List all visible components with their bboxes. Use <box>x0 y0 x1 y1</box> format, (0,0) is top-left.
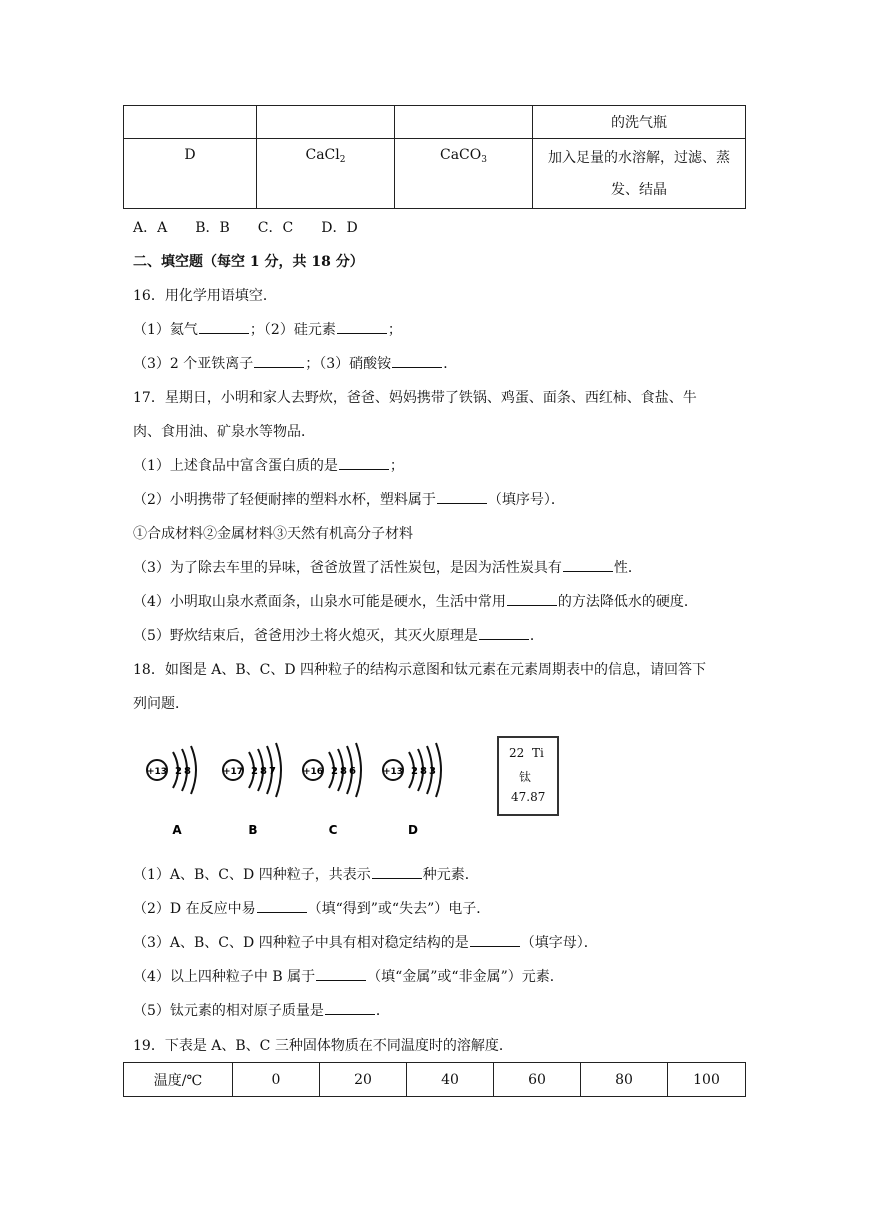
electron-shell-arc <box>436 743 441 797</box>
table-cell: CaCl$_2$ <box>257 139 395 209</box>
reagent-table <box>123 105 746 209</box>
shell-electron-count: 8 <box>260 766 267 777</box>
atom-label: C <box>328 823 338 837</box>
answer-blank <box>563 557 613 572</box>
answer-choices: A．A B．B C．C D．D <box>133 220 358 236</box>
question-17-part5: （5）野炊结束后，爸爸用沙土将火熄灭，其灭火原理是 ． <box>133 625 544 645</box>
shell-electron-count: 8 <box>184 766 191 777</box>
shell-electron-count: 8 <box>340 766 347 777</box>
question-18-stem: 18．如图是 A、B、C、D 四种粒子的结构示意图和钛元素在元素周期表中的信息，请回答下 <box>133 662 707 678</box>
answer-blank <box>325 1000 375 1015</box>
answer-blank <box>392 353 442 368</box>
question-19-stem: 19．下表是 A、B、C 三种固体物质在不同温度时的溶解度． <box>133 1038 513 1054</box>
nucleus-charge: +16 <box>302 767 324 777</box>
answer-blank <box>339 455 389 470</box>
shell-electron-count: 2 <box>175 766 182 777</box>
nucleus-charge: +13 <box>146 767 168 777</box>
table-row <box>124 139 746 209</box>
solubility-table <box>123 1062 746 1097</box>
atom-label: A <box>172 823 182 837</box>
shell-electron-count: 3 <box>429 766 436 777</box>
table-header-cell: 20 <box>320 1063 407 1097</box>
table-cell: 的洗气瓶 <box>533 106 746 139</box>
atom-structure-diagrams <box>135 730 475 840</box>
answer-blank <box>372 864 422 879</box>
atom-label: B <box>248 823 258 837</box>
question-16-line2: （3）2 个亚铁离子 ；（3）硝酸铵 ． <box>133 353 457 373</box>
section-title: 二、填空题（每空 1 分，共 18 分） <box>133 254 364 270</box>
question-18-part1: （1）A、B、C、D 四种粒子，共表示 种元素． <box>133 864 479 884</box>
answer-blank <box>437 489 487 504</box>
question-16-stem: 16．用化学用语填空． <box>133 288 277 304</box>
atom-diagram-b <box>223 743 281 837</box>
table-header-cell: 60 <box>494 1063 581 1097</box>
element-name: 钛 <box>519 770 532 784</box>
atom-diagram-d <box>383 743 441 837</box>
answer-blank <box>470 932 520 947</box>
atom-label: D <box>408 823 418 837</box>
table-cell: 加入足量的水溶解，过滤、蒸 发、结晶 <box>533 139 746 209</box>
question-18-stem: 列问题． <box>133 696 189 712</box>
nucleus-charge: +17 <box>222 767 244 777</box>
question-17-options: ①合成材料②金属材料③天然有机高分子材料 <box>133 526 413 542</box>
electron-shell-arc <box>276 743 281 797</box>
shell-electron-count: 8 <box>420 766 427 777</box>
answer-blank <box>254 353 304 368</box>
shell-electron-count: 7 <box>269 766 276 777</box>
shell-electron-count: 2 <box>251 766 258 777</box>
table-cell: CaCO$_3$ <box>395 139 533 209</box>
atom-diagram-c <box>303 743 361 837</box>
question-17-part2: （2）小明携带了轻便耐摔的塑料水杯，塑料属于 （填序号）． <box>133 489 565 509</box>
answer-blank <box>479 625 529 640</box>
question-17-stem: 肉、食用油、矿泉水等物品． <box>133 424 315 440</box>
question-17-stem: 17．星期日，小明和家人去野炊，爸爸、妈妈携带了铁锅、鸡蛋、面条、西红柿、食盐、牛 <box>133 390 697 406</box>
table-row <box>124 1063 746 1097</box>
question-18-part2: （2）D 在反应中易 （填“得到”或“失去”）电子． <box>133 898 490 918</box>
question-18-part4: （4）以上四种粒子中 B 属于 （填“金属”或“非金属”）元素． <box>133 966 564 986</box>
table-row <box>124 106 746 139</box>
question-18-part3: （3）A、B、C、D 四种粒子中具有相对稳定结构的是 （填字母）． <box>133 932 598 952</box>
electron-shell-arc <box>356 743 361 797</box>
table-header-cell: 100 <box>668 1063 746 1097</box>
question-16-line1: （1）氦气 ；（2）硅元素 ； <box>133 319 402 339</box>
table-header-cell: 40 <box>407 1063 494 1097</box>
table-header-cell: 0 <box>233 1063 320 1097</box>
atomic-number: 22 <box>509 746 525 760</box>
atom-diagram-a <box>147 746 196 837</box>
question-17-part4: （4）小明取山泉水煮面条，山泉水可能是硬水，生活中常用 的方法降低水的硬度． <box>133 591 698 611</box>
table-header-cell: 80 <box>581 1063 668 1097</box>
table-header-cell: 温度/℃ <box>124 1063 233 1097</box>
question-17-part1: （1）上述食品中富含蛋白质的是 ； <box>133 455 404 475</box>
answer-blank <box>316 966 366 981</box>
answer-blank <box>337 319 387 334</box>
answer-blank <box>257 898 307 913</box>
answer-blank <box>199 319 249 334</box>
question-17-part3: （3）为了除去车里的异味，爸爸放置了活性炭包，是因为活性炭具有 性． <box>133 557 642 577</box>
electron-shell-arc <box>191 746 196 794</box>
element-symbol: Ti <box>532 746 544 760</box>
question-18-part5: （5）钛元素的相对原子质量是 ． <box>133 1000 390 1020</box>
shell-electron-count: 2 <box>331 766 338 777</box>
shell-electron-count: 6 <box>349 766 356 777</box>
periodic-table-cell-ti <box>497 736 559 816</box>
shell-electron-count: 2 <box>411 766 418 777</box>
answer-blank <box>507 591 557 606</box>
table-cell: D <box>124 139 257 209</box>
atomic-mass: 47.87 <box>511 790 546 804</box>
nucleus-charge: +13 <box>382 767 404 777</box>
